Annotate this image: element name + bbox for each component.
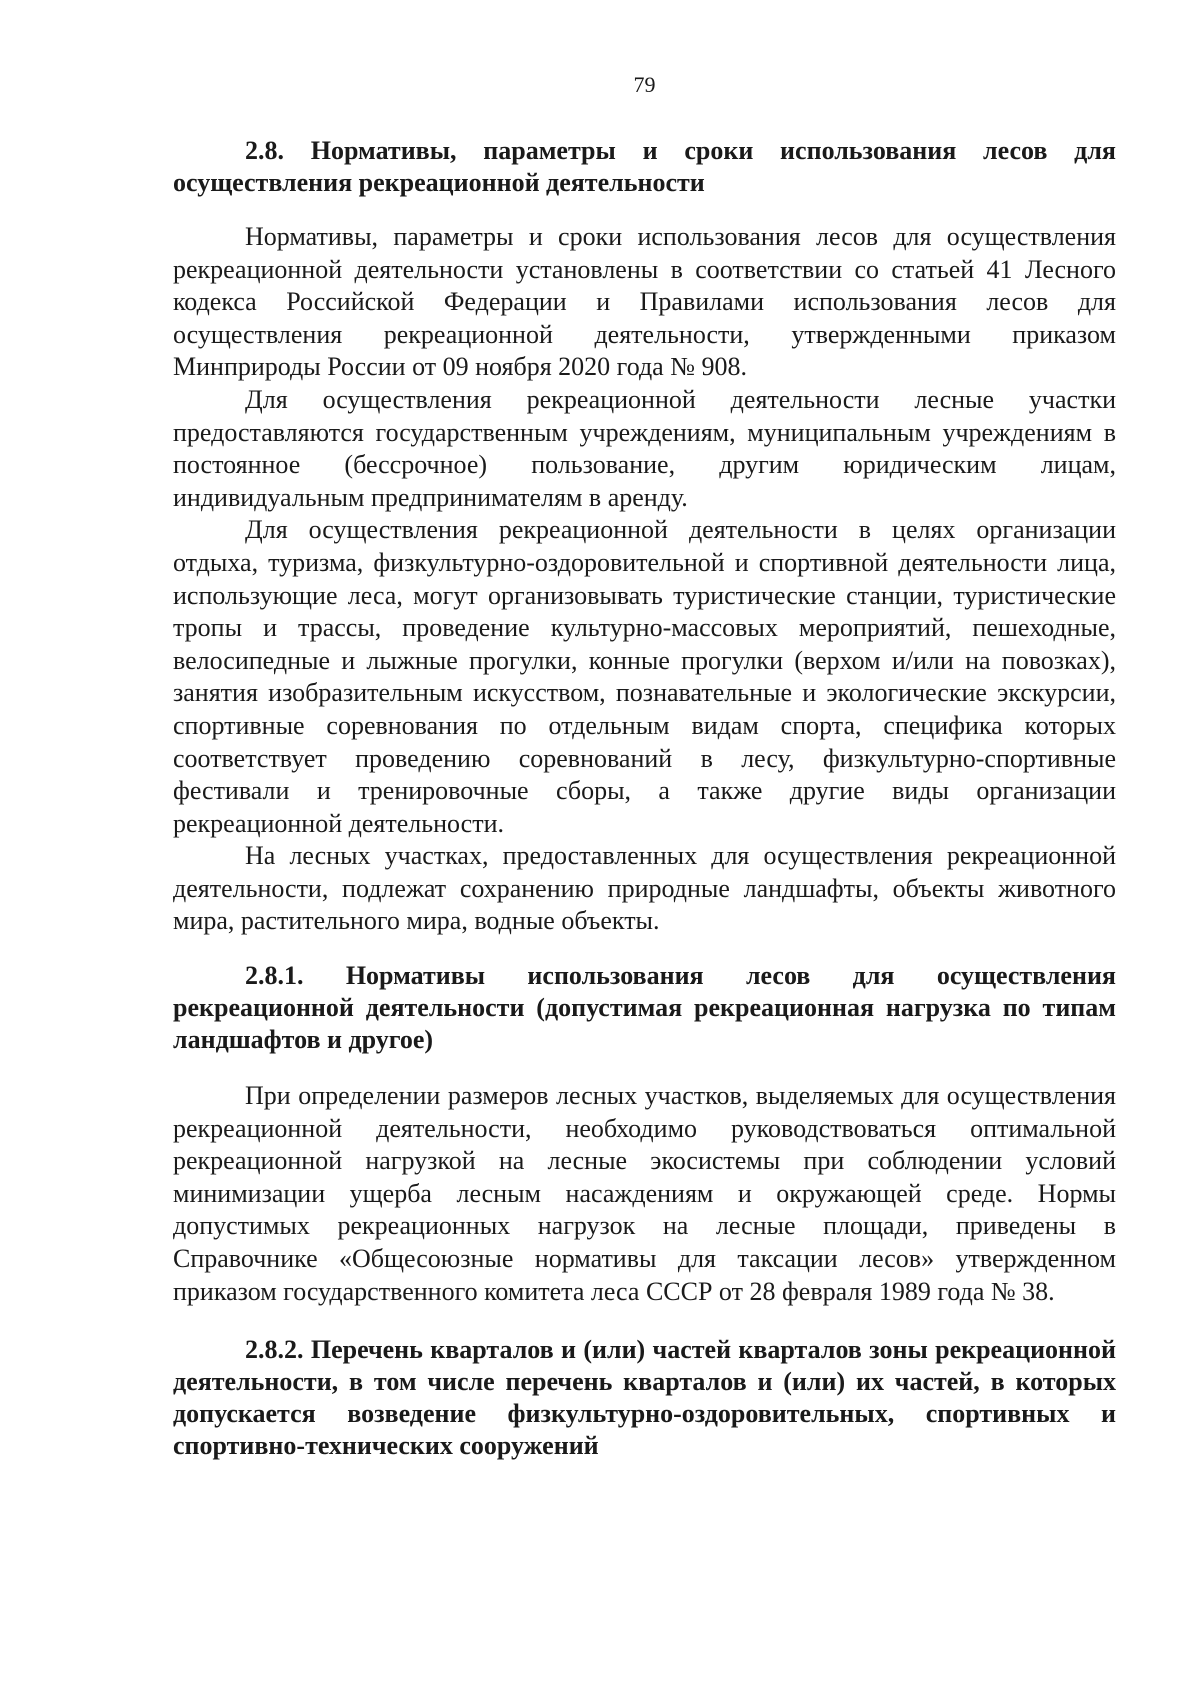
section-heading-2-8: 2.8. Нормативы, параметры и сроки использования лесов для осуществления рекреационной деятельности bbox=[173, 136, 1116, 197]
paragraph: На лесных участках, предоставленных для осуществления рекреационной деятельности, подлежат сохранению природные ландшафты, объекты животного мира, растительного мира, водные объекты. bbox=[173, 841, 1116, 936]
paragraph: Для осуществления рекреационной деятельности лесные участки предоставляются государственным учреждениям, муниципальным учреждениям в постоянное (бессрочное) пользование, другим юридическим лицам, индивидуальным предпринимателям в аренду. bbox=[173, 384, 1116, 512]
paragraph: При определении размеров лесных участков, выделяемых для осуществления рекреационной деятельности, необходимо руководствоваться оптимальной рекреационной нагрузкой на лесные экосистемы при соблюдении условий минимизации ущерба лесным насаждениям и окружающей среде. Нормы допустимых рекреационных нагрузок на лесные площади, приведены в Справочнике «Общесоюзные нормативы для таксации лесов» утвержденном приказом государственного комитета леса СССР от 28 февраля 1989 года № 38. bbox=[173, 1081, 1116, 1306]
document-content bbox=[173, 135, 1116, 1462]
document-page bbox=[173, 0, 1116, 1697]
paragraph: Для осуществления рекреационной деятельности в целях организации отдыха, туризма, физкультурно-оздоровительной и спортивной деятельности лица, использующие леса, могут организовывать туристические станции, туристические тропы и трассы, проведение культурно-массовых мероприятий, пешеходные, велосипедные и лыжные прогулки, конные прогулки (верхом и/или на повозках), занятия изобразительным искусством, познавательные и экологические экскурсии, спортивные соревнования по отдельным видам спорта, специфика которых соответствует проведению соревнований в лесу, физкультурно-спортивные фестивали и тренировочные сборы, а также другие виды организации рекреационной деятельности. bbox=[173, 515, 1116, 838]
page-number: 79 bbox=[633, 72, 656, 97]
section-heading-2-8-1: 2.8.1. Нормативы использования лесов для осуществления рекреационной деятельности (допустимая рекреационная нагрузка по типам ландшафтов и другое) bbox=[173, 961, 1116, 1055]
section-heading-2-8-2: 2.8.2. Перечень кварталов и (или) частей кварталов зоны рекреационной деятельности, в том числе перечень кварталов и (или) их частей, в которых допускается возведение физкультурно-оздоровительных, спортивных и спортивно-технических сооружений bbox=[173, 1335, 1116, 1461]
paragraph: Нормативы, параметры и сроки использования лесов для осуществления рекреационной деятельности установлены в соответствии со статьей 41 Лесного кодекса Российской Федерации и Правилами использования лесов для осуществления рекреационной деятельности, утвержденными приказом Минприроды России от 09 ноября 2020 года № 908. bbox=[173, 222, 1116, 382]
